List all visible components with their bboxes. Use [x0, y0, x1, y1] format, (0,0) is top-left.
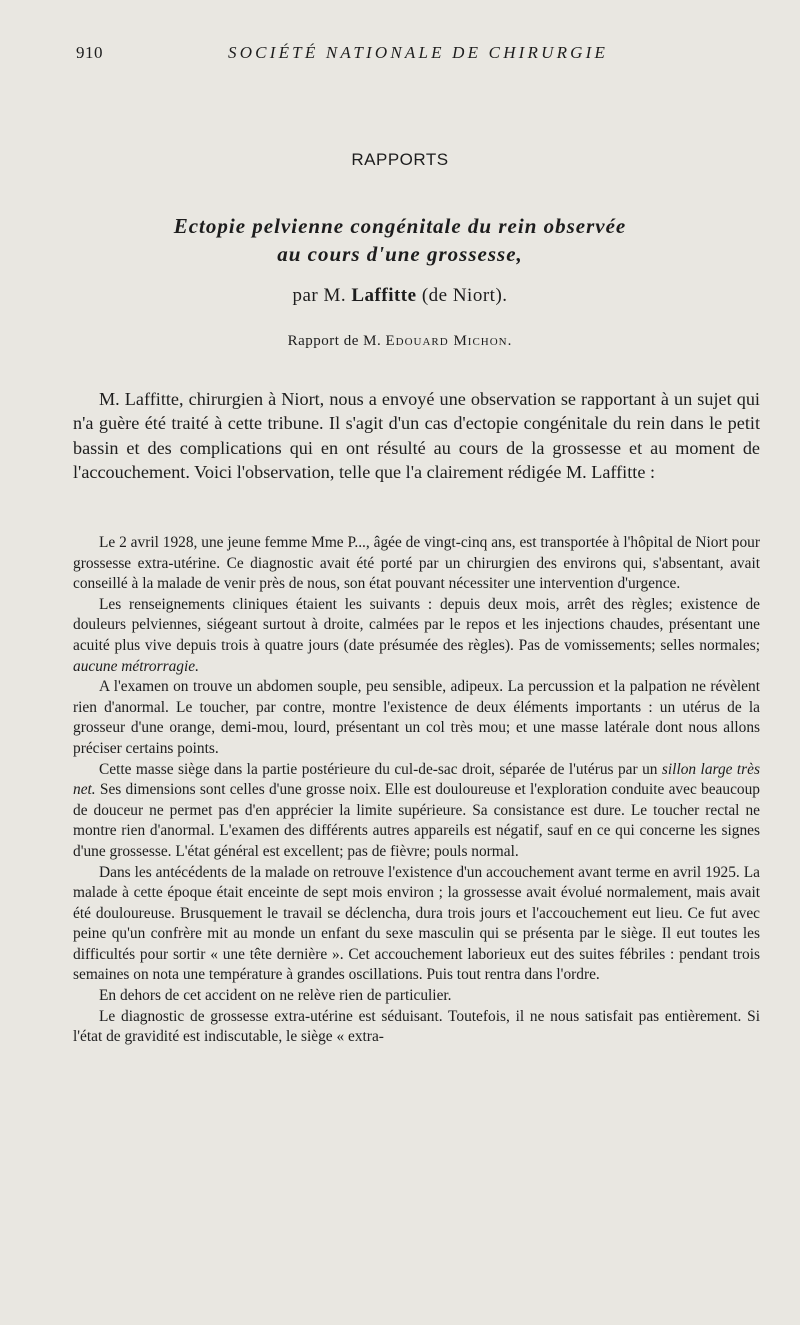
p2-text: Les renseignements cliniques étaient les suivants : depuis deux mois, arrêt des règles; existence de douleurs pelviennes, siégeant surtout à droite, calmées par le repos et les injections chaudes, présentant une acuité plus vive depuis trois à quatre jours (date présumée des règles). Pas de vomissements; selles normales; — [73, 595, 760, 654]
observation-paragraph-6: En dehors de cet accident on ne relève rien de particulier. — [99, 987, 452, 1005]
title-line-1: Ectopie pelvienne congénitale du rein observée — [173, 214, 627, 238]
author-prefix: par M. — [292, 285, 347, 306]
intro-paragraph: M. Laffitte, chirurgien à Niort, nous a envoyé une observation se rapportant à un sujet qui n'a guère été traité à cette tribune. Il s'agit d'un cas d'ectopie congénitale du rein dans le petit bassin et des complications qui en ont résulté au cours de la grossesse et au moment de l'accouchement. Voici l'observation, telle que l'a clairement rédigée M. Laffitte : — [73, 389, 760, 482]
observation-text — [73, 533, 760, 1048]
author-name: Laffitte — [351, 285, 417, 306]
observation-paragraph-4 — [73, 760, 760, 863]
observation-paragraph-3: A l'examen on trouve un abdomen souple, peu sensible, adipeux. La percussion et la palpation ne révèlent rien d'anormal. Le toucher, par contre, montre l'existence de deux éléments importants : un utérus de la grosseur d'une orange, demi-mou, lourd, présentant un col très mou; et une masse latérale dont nous allons préciser certains points. — [73, 678, 760, 757]
author-place: (de Niort). — [421, 285, 508, 306]
p4-text-c: Ses dimensions sont celles d'une grosse noix. Elle est douloureuse et l'exploration conduite avec beaucoup de douceur ne permet pas d'en apprécier la limite supérieure. Sa consistance est dure. Le toucher rectal ne montre rien d'anormal. L'examen des différents autres appareils est négatif, sauf en ce qui concerne les signes d'une grossesse. L'état général est excellent; pas de fièvre; pouls normal. — [73, 781, 760, 860]
title-line-2: au cours d'une grossesse, — [277, 242, 523, 266]
p4-italic: sillon large très net. — [73, 760, 760, 799]
observation-paragraph-1: Le 2 avril 1928, une jeune femme Mme P..., âgée de vingt-cinq ans, est transportée à l'hôpital de Niort pour grossesse extra-utérine. Ce diagnostic avait été porté par un chirurgien des environs qui, s'absentant, avait conseillé à la malade de venir près de nous, son état pouvant nécessiter une intervention d'urgence. — [73, 534, 760, 593]
journal-title: SOCIÉTÉ NATIONALE DE CHIRURGIE — [228, 43, 609, 62]
rapporteur-prefix: Rapport de M. — [287, 333, 382, 349]
rapporteur-line — [0, 333, 800, 350]
observation-paragraph-2 — [73, 595, 760, 677]
p4-text-a: Cette masse siège dans la partie postérieure du cul-de-sac droit, séparée de l'utérus par un — [99, 760, 658, 778]
page-number: 910 — [76, 43, 103, 62]
running-header — [76, 43, 760, 65]
author-line — [0, 285, 800, 307]
rapporteur-name: Edouard Michon. — [385, 333, 513, 349]
intro-text — [73, 387, 760, 484]
observation-paragraph-7: Le diagnostic de grossesse extra-utérine est séduisant. Toutefois, il ne nous satisfait pas entièrement. Si l'état de gravidité est indiscutable, le siège « extra- — [73, 1007, 760, 1046]
observation-paragraph-5: Dans les antécédents de la malade on retrouve l'existence d'un accouchement avant terme en avril 1925. La malade à cette époque était enceinte de sept mois environ ; la grossesse avait évolué normalement, mais avait été douloureuse. Brusquement le travail se déclencha, dura trois jours et l'accouchement eut lieu. Ce fut avec peine qu'un confrère mit au monde un enfant du sexe masculin qui se présenta par le siège. Il eut toutes les difficultés pour sortir « une tête dernière ». Cet accouchement laborieux eut des suites fébriles : pendant trois semaines on nota une température à grandes oscillations. Puis tout rentra dans l'ordre. — [73, 863, 760, 984]
p2-italic: aucune métrorragie. — [73, 657, 199, 675]
article-title — [60, 212, 740, 268]
section-heading: RAPPORTS — [351, 150, 449, 169]
